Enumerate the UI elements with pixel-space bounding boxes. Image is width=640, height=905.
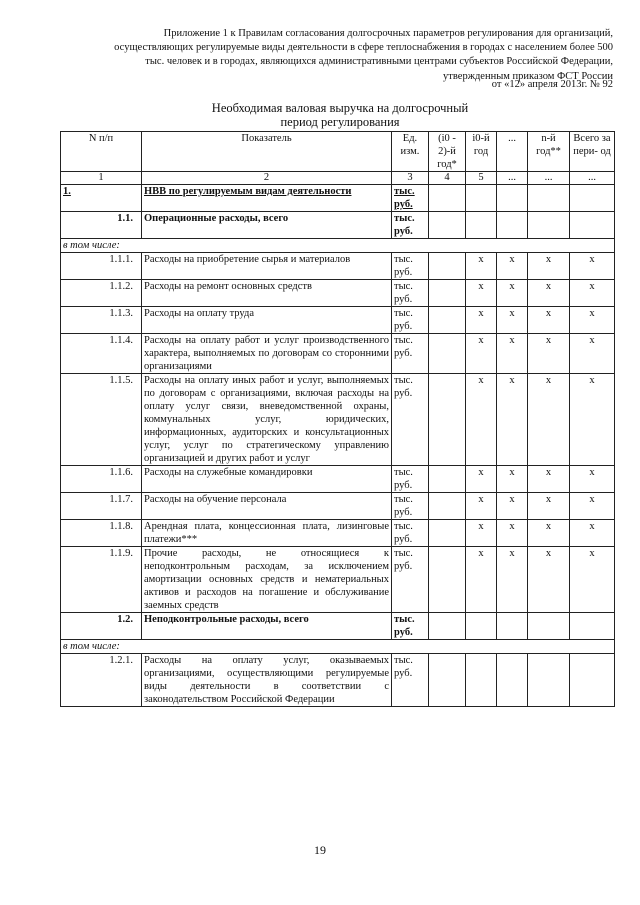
row-mark: x bbox=[466, 334, 497, 374]
row-indicator: Расходы на оплату иных работ и услуг, выполняемых по договорам с организациями, включая расходы на оплату услуг связи, вневедомственной охраны, коммунальных услуг, юридических, информационных, аудиторских и консультационных услуг, услуг по стратегическому управлению организацией и других работ и услуг bbox=[142, 374, 392, 466]
row-mark: x bbox=[570, 280, 615, 307]
table-row bbox=[61, 212, 615, 239]
row-mark bbox=[466, 613, 497, 640]
row-unit: тыс. руб. bbox=[392, 654, 429, 707]
row-unit: тыс. руб. bbox=[392, 613, 429, 640]
table-row bbox=[61, 493, 615, 520]
row-mark bbox=[429, 307, 466, 334]
row-number: 1.1.4. bbox=[61, 334, 142, 374]
row-number: 1.2.1. bbox=[61, 654, 142, 707]
row-mark: x bbox=[528, 280, 570, 307]
document-header bbox=[93, 27, 613, 84]
row-number: 1.1.2. bbox=[61, 280, 142, 307]
row-mark: x bbox=[497, 520, 528, 547]
page-number: 19 bbox=[314, 843, 326, 857]
table-row bbox=[61, 253, 615, 280]
row-mark: x bbox=[466, 493, 497, 520]
row-mark bbox=[429, 654, 466, 707]
row-mark: x bbox=[466, 547, 497, 613]
row-mark bbox=[466, 212, 497, 239]
col-number: ... bbox=[570, 172, 615, 185]
row-number: 1. bbox=[61, 185, 142, 212]
row-mark: x bbox=[497, 466, 528, 493]
row-mark bbox=[429, 547, 466, 613]
subheader-label: в том числе: bbox=[61, 640, 615, 654]
table-row bbox=[61, 374, 615, 466]
row-indicator: Арендная плата, концессионная плата, лизинговые платежи*** bbox=[142, 520, 392, 547]
row-number: 1.1.3. bbox=[61, 307, 142, 334]
table-row bbox=[61, 185, 615, 212]
row-mark: x bbox=[528, 493, 570, 520]
row-indicator: Расходы на служебные командировки bbox=[142, 466, 392, 493]
row-mark bbox=[429, 185, 466, 212]
table-row bbox=[61, 280, 615, 307]
col-header-unit: Ед. изм. bbox=[392, 132, 429, 172]
row-mark bbox=[570, 212, 615, 239]
row-mark bbox=[429, 374, 466, 466]
row-indicator: Расходы на оплату работ и услуг производственного характера, выполняемых по договорам со сторонними организациями bbox=[142, 334, 392, 374]
row-mark bbox=[429, 493, 466, 520]
row-mark bbox=[429, 212, 466, 239]
row-mark bbox=[429, 520, 466, 547]
row-mark bbox=[466, 185, 497, 212]
col-header-total: Всего за пери- од bbox=[570, 132, 615, 172]
row-number: 1.1.1. bbox=[61, 253, 142, 280]
row-mark: x bbox=[466, 374, 497, 466]
col-number: ... bbox=[528, 172, 570, 185]
col-number: 2 bbox=[142, 172, 392, 185]
table-row bbox=[61, 547, 615, 613]
row-mark: x bbox=[570, 547, 615, 613]
row-mark bbox=[429, 466, 466, 493]
column-numbering-row bbox=[61, 172, 615, 185]
row-number: 1.1. bbox=[61, 212, 142, 239]
col-number: 3 bbox=[392, 172, 429, 185]
row-unit: тыс. руб. bbox=[392, 520, 429, 547]
row-number: 1.2. bbox=[61, 613, 142, 640]
table-row bbox=[61, 466, 615, 493]
row-mark: x bbox=[466, 280, 497, 307]
row-unit: тыс. руб. bbox=[392, 374, 429, 466]
row-mark: x bbox=[570, 253, 615, 280]
row-mark: x bbox=[497, 374, 528, 466]
col-number: ... bbox=[497, 172, 528, 185]
row-mark: x bbox=[466, 466, 497, 493]
row-number: 1.1.8. bbox=[61, 520, 142, 547]
row-mark bbox=[570, 654, 615, 707]
row-mark: x bbox=[528, 466, 570, 493]
row-indicator: НВВ по регулируемым видам деятельности bbox=[142, 185, 392, 212]
col-number: 1 bbox=[61, 172, 142, 185]
row-indicator: Расходы на приобретение сырья и материалов bbox=[142, 253, 392, 280]
row-mark: x bbox=[466, 253, 497, 280]
row-indicator: Операционные расходы, всего bbox=[142, 212, 392, 239]
row-mark: x bbox=[497, 253, 528, 280]
row-unit: тыс. руб. bbox=[392, 280, 429, 307]
row-indicator: Расходы на обучение персонала bbox=[142, 493, 392, 520]
col-header-num: N п/п bbox=[61, 132, 142, 172]
row-unit: тыс. руб. bbox=[392, 253, 429, 280]
row-unit: тыс. руб. bbox=[392, 466, 429, 493]
col-header-indicator: Показатель bbox=[142, 132, 392, 172]
row-mark: x bbox=[528, 253, 570, 280]
col-number: 4 bbox=[429, 172, 466, 185]
row-mark bbox=[466, 654, 497, 707]
row-mark: x bbox=[497, 307, 528, 334]
row-unit: тыс. руб. bbox=[392, 212, 429, 239]
row-unit: тыс. руб. bbox=[392, 185, 429, 212]
row-number: 1.1.5. bbox=[61, 374, 142, 466]
row-mark: x bbox=[570, 307, 615, 334]
row-mark: x bbox=[466, 520, 497, 547]
row-mark bbox=[497, 654, 528, 707]
row-mark bbox=[570, 613, 615, 640]
title-line-2: период регулирования bbox=[280, 115, 400, 129]
row-unit: тыс. руб. bbox=[392, 547, 429, 613]
row-mark bbox=[528, 212, 570, 239]
row-mark: x bbox=[497, 547, 528, 613]
row-unit: тыс. руб. bbox=[392, 493, 429, 520]
row-indicator: Неподконтрольные расходы, всего bbox=[142, 613, 392, 640]
nvv-table bbox=[60, 131, 615, 707]
row-mark: x bbox=[570, 466, 615, 493]
subheader-label: в том числе: bbox=[61, 239, 615, 253]
table-body bbox=[61, 185, 615, 707]
title-line-1: Необходимая валовая выручка на долгосрочный bbox=[211, 101, 469, 115]
row-mark: x bbox=[570, 374, 615, 466]
order-date: от «12» апреля 2013г. № 92 bbox=[491, 79, 613, 90]
col-header-i0: i0-й год bbox=[466, 132, 497, 172]
row-mark: x bbox=[497, 334, 528, 374]
row-mark bbox=[528, 613, 570, 640]
row-mark bbox=[429, 613, 466, 640]
row-number: 1.1.6. bbox=[61, 466, 142, 493]
table-row bbox=[61, 654, 615, 707]
row-mark: x bbox=[497, 493, 528, 520]
header-line: тыс. человек и в городах, являющихся административными центрами субъектов Российской Федерации, bbox=[145, 56, 613, 68]
col-number: 5 bbox=[466, 172, 497, 185]
row-mark bbox=[528, 185, 570, 212]
row-mark: x bbox=[528, 547, 570, 613]
row-mark bbox=[570, 185, 615, 212]
row-number: 1.1.7. bbox=[61, 493, 142, 520]
row-number: 1.1.9. bbox=[61, 547, 142, 613]
row-indicator: Расходы на оплату услуг, оказываемых организациями, осуществляющими регулируемые виды деятельности в соответствии с законодательством Российской Федерации bbox=[142, 654, 392, 707]
row-mark bbox=[497, 613, 528, 640]
header-line: Приложение 1 к Правилам согласования долгосрочных параметров регулирования для организаций, bbox=[163, 28, 613, 39]
table-row bbox=[61, 520, 615, 547]
row-mark bbox=[429, 280, 466, 307]
row-indicator: Расходы на оплату труда bbox=[142, 307, 392, 334]
row-mark: x bbox=[466, 307, 497, 334]
row-mark: x bbox=[528, 520, 570, 547]
row-mark bbox=[497, 185, 528, 212]
subheader-row bbox=[61, 640, 615, 654]
row-mark: x bbox=[570, 493, 615, 520]
row-mark: x bbox=[570, 334, 615, 374]
row-mark: x bbox=[570, 520, 615, 547]
table-header-row bbox=[61, 132, 615, 172]
table-row bbox=[61, 307, 615, 334]
header-line: осуществляющих регулируемые виды деятельности в сфере теплоснабжения в городах с населением более 500 bbox=[114, 42, 613, 54]
page-title bbox=[130, 101, 550, 129]
table-row bbox=[61, 613, 615, 640]
row-mark: x bbox=[528, 374, 570, 466]
row-mark: x bbox=[528, 334, 570, 374]
subheader-row bbox=[61, 239, 615, 253]
row-mark bbox=[429, 253, 466, 280]
row-mark: x bbox=[528, 307, 570, 334]
row-mark: x bbox=[497, 280, 528, 307]
col-header-n: n-й год** bbox=[528, 132, 570, 172]
row-mark bbox=[497, 212, 528, 239]
row-mark bbox=[528, 654, 570, 707]
row-unit: тыс. руб. bbox=[392, 307, 429, 334]
row-indicator: Прочие расходы, не относящиеся к неподконтрольным расходам, за исключением амортизации основных средств и нематериальных активов и расходов на погашение и обслуживание заемных средств bbox=[142, 547, 392, 613]
table-row bbox=[61, 334, 615, 374]
row-mark bbox=[429, 334, 466, 374]
row-indicator: Расходы на ремонт основных средств bbox=[142, 280, 392, 307]
header-line: утвержденным приказом ФСТ России bbox=[443, 70, 613, 82]
col-header-dots: ... bbox=[497, 132, 528, 172]
row-unit: тыс. руб. bbox=[392, 334, 429, 374]
col-header-prev-year: (i0 - 2)-й год* bbox=[429, 132, 466, 172]
